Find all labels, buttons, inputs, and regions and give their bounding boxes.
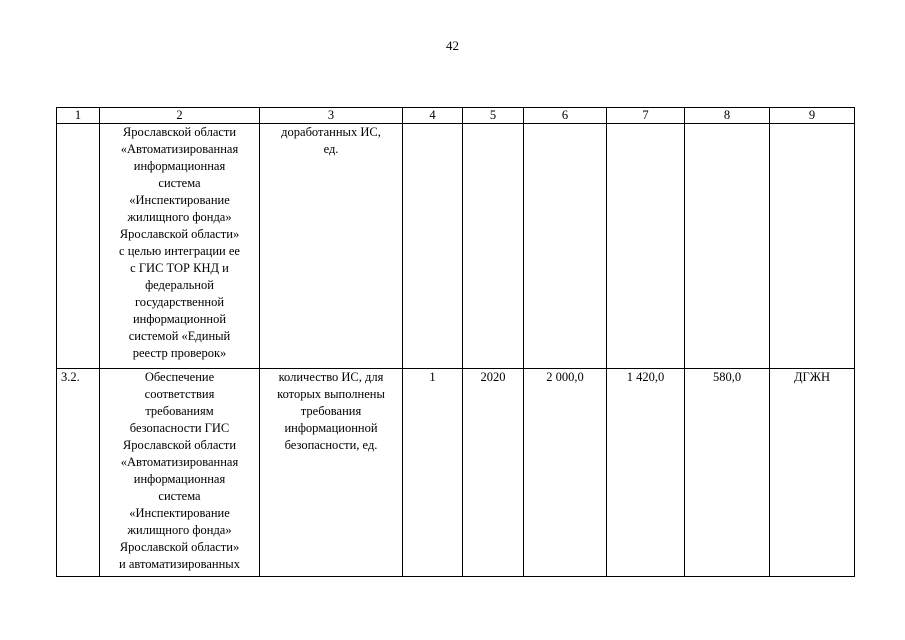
column-header: 6 [524, 108, 607, 124]
federal-funding-cell [685, 124, 770, 369]
executor-cell [770, 124, 855, 369]
total-funding-cell [524, 124, 607, 369]
measure-name-cell: Ярославской области «Автоматизированная информационная система «Инспектирование жилищного фонда» Ярославской области» с целью интеграции ее с ГИС ТОР КНД и федеральной государственной информационной системой «Единый реестр проверок» [100, 124, 260, 369]
indicator-value-cell: 1 [403, 369, 463, 577]
column-header: 4 [403, 108, 463, 124]
table-header-row [57, 108, 855, 124]
table-row [57, 124, 855, 369]
total-funding-cell: 2 000,0 [524, 369, 607, 577]
column-header: 7 [607, 108, 685, 124]
federal-funding-cell: 580,0 [685, 369, 770, 577]
column-header: 3 [260, 108, 403, 124]
column-header: 5 [463, 108, 524, 124]
table-row [57, 369, 855, 577]
year-cell: 2020 [463, 369, 524, 577]
measure-name-cell: Обеспечение соответствия требованиям безопасности ГИС Ярославской области «Автоматизированная информационная система «Инспектирование жилищного фонда» Ярославской области» и автоматизированных [100, 369, 260, 577]
row-number-cell [57, 124, 100, 369]
regional-funding-cell [607, 124, 685, 369]
indicator-cell: доработанных ИС, ед. [260, 124, 403, 369]
row-number-cell: 3.2. [57, 369, 100, 577]
column-header: 2 [100, 108, 260, 124]
column-header: 9 [770, 108, 855, 124]
column-header: 8 [685, 108, 770, 124]
indicator-cell: количество ИС, для которых выполнены требования информационной безопасности, ед. [260, 369, 403, 577]
indicator-value-cell [403, 124, 463, 369]
executor-cell: ДГЖН [770, 369, 855, 577]
regional-funding-cell: 1 420,0 [607, 369, 685, 577]
program-table [56, 107, 855, 577]
column-header: 1 [57, 108, 100, 124]
page-number: 42 [446, 38, 459, 53]
year-cell [463, 124, 524, 369]
